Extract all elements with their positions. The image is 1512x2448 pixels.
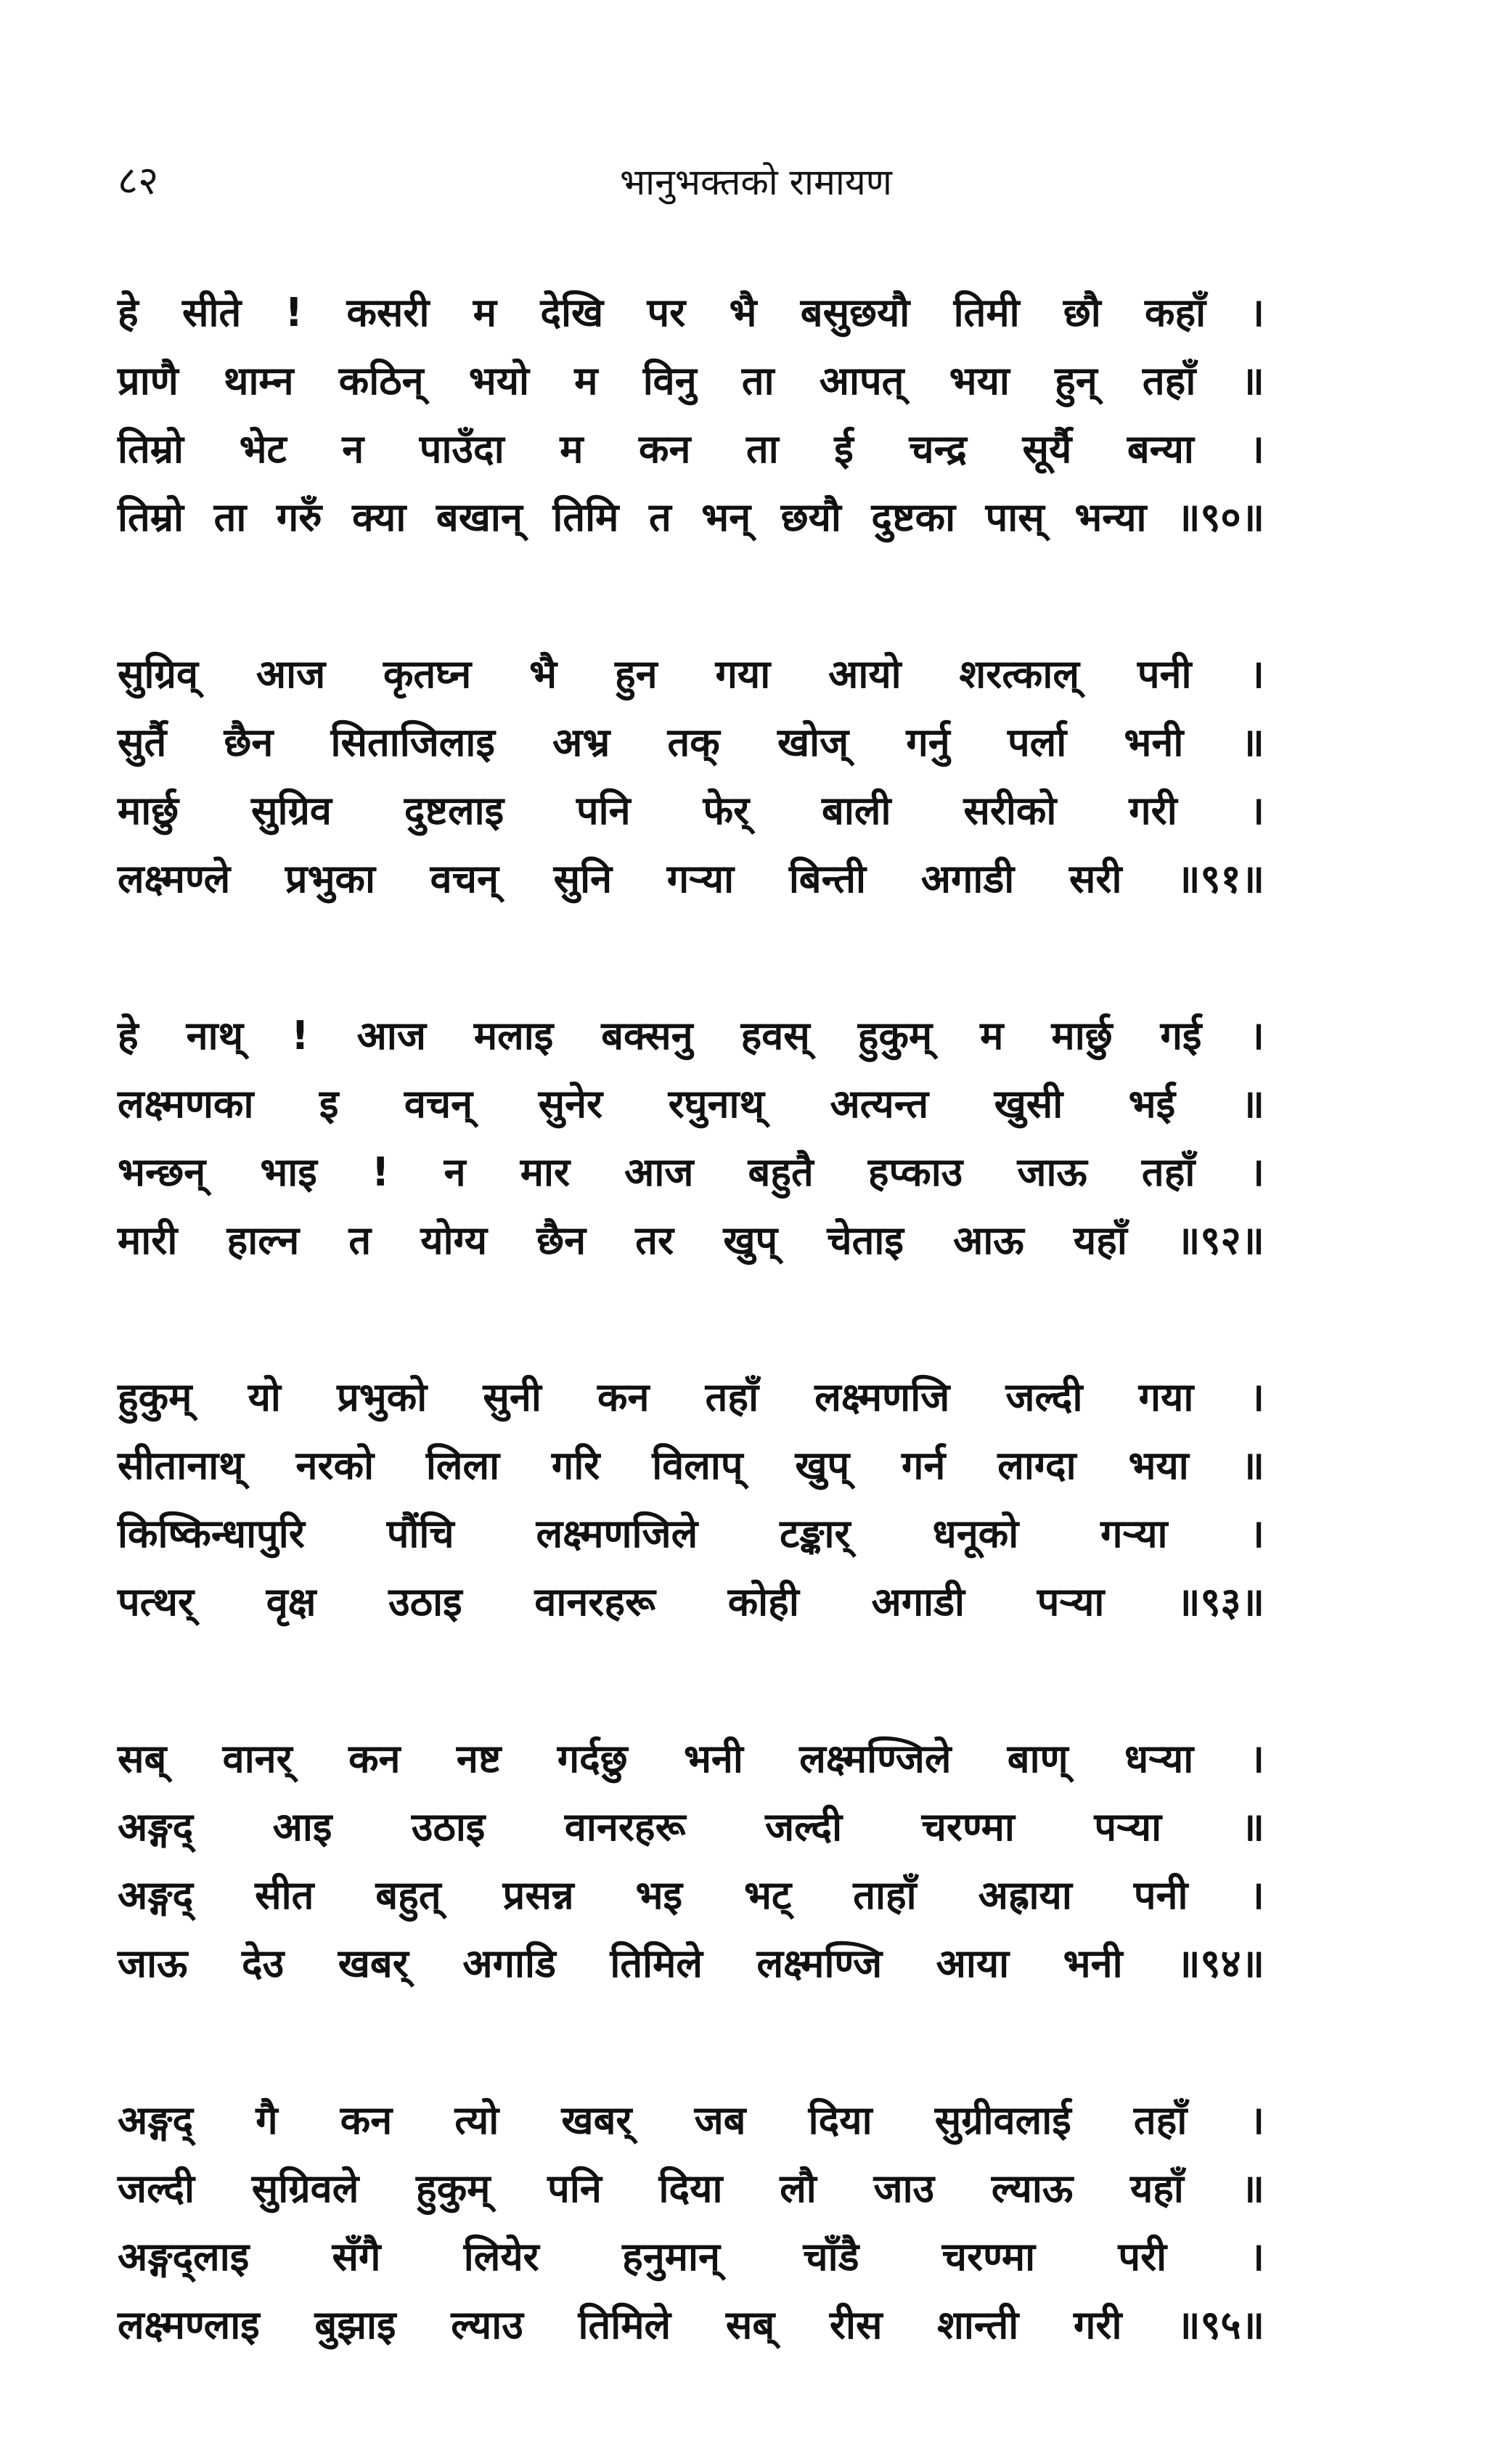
- verse-word: ।: [1249, 1511, 1264, 1556]
- verse-word: जाऊ: [118, 1941, 188, 1986]
- verse-word: प्रसन्न: [502, 1872, 574, 1918]
- verse-word: भनी: [1063, 1941, 1123, 1986]
- verse-word: बखान्: [436, 494, 523, 540]
- verse-word: भै: [729, 290, 757, 335]
- verse-word: हुन्: [1055, 358, 1098, 404]
- verse-word: यो: [248, 1374, 281, 1420]
- verse-word: भया: [1128, 1443, 1189, 1488]
- stanza: [118, 1363, 1264, 1636]
- verse-word: बुझाइ: [314, 2302, 396, 2348]
- verse-word: नष्ट: [456, 1736, 502, 1782]
- verse-word: लक्ष्मण्जि: [756, 1941, 883, 1986]
- verse-word: सुनि: [553, 856, 613, 902]
- verse-word: बसुछयौ: [800, 290, 910, 335]
- verse-word: गर्नु: [906, 719, 950, 765]
- verse-line: [118, 845, 1264, 913]
- verse-word: सीत: [255, 1872, 314, 1918]
- verse-word: लक्ष्मणजि: [814, 1374, 950, 1420]
- verse-word: दिया: [808, 2097, 873, 2143]
- verse-word: खोज्: [777, 719, 849, 765]
- verse-word: दिया: [658, 2166, 723, 2211]
- verse-word: तिमी: [953, 290, 1020, 335]
- verse-word: अगाडि: [462, 1941, 556, 1986]
- verse-word: त: [648, 494, 671, 540]
- verse-word: त: [348, 1217, 372, 1263]
- verse-word: तिमिले: [610, 1941, 703, 1986]
- verse-word: तहाँ: [1133, 2097, 1188, 2143]
- verse-word: चेताइ: [827, 1217, 904, 1263]
- verse-line: [118, 2223, 1264, 2291]
- verse-word: गरुँ: [276, 494, 322, 540]
- verse-word: ।: [1249, 788, 1264, 833]
- verse-word: सीते: [181, 290, 242, 335]
- verse-word: सुग्रिव्: [118, 651, 198, 697]
- verse-word: हे: [118, 290, 139, 335]
- verse-line: [118, 1725, 1264, 1793]
- verse-word: पास्: [985, 494, 1045, 540]
- verse-word: ताहाँ: [853, 1872, 917, 1918]
- verse-word: गया: [1138, 1374, 1194, 1420]
- verse-word: नाथ्: [186, 1013, 244, 1058]
- verse-line: [118, 709, 1264, 777]
- verse-word: ।: [1249, 2097, 1264, 2143]
- verse-word: भई: [1128, 1081, 1176, 1127]
- verse-word: तिम्रो: [118, 494, 184, 540]
- verse-word: जल्दी: [118, 2166, 195, 2211]
- verse-word: यहाँ: [1129, 2166, 1184, 2211]
- verse-line: [118, 1861, 1264, 1930]
- verse-word: सब्: [725, 2302, 775, 2348]
- verse-word: मारी: [118, 1217, 178, 1263]
- verse-word: धऱ्या: [1124, 1736, 1194, 1782]
- verse-line: [118, 1070, 1264, 1138]
- verse-word: चाँडै: [803, 2234, 859, 2280]
- verse-word: पनी: [1137, 651, 1192, 697]
- verse-word: ।: [1249, 651, 1264, 697]
- verse-word: !: [371, 1149, 390, 1195]
- verse-word: सुग्रीवलाई: [934, 2097, 1071, 2143]
- verse-word: खुप्: [723, 1217, 778, 1263]
- verse-word: !: [285, 290, 303, 335]
- verse-word: गै: [256, 2097, 278, 2143]
- verse-word: तहाँ: [705, 1374, 759, 1420]
- verse-word: लक्ष्मणका: [118, 1081, 254, 1127]
- verse-word: ॥९१॥: [1177, 856, 1264, 902]
- verse-word: पर्ला: [1007, 719, 1067, 765]
- verse-word: पऱ्या: [1094, 1804, 1162, 1850]
- verse-word: ई: [834, 426, 854, 472]
- verse-line: [118, 347, 1264, 415]
- verse-word: अभ्र: [552, 719, 610, 765]
- verse-word: फेर्: [703, 788, 750, 833]
- verse-word: ॥९०॥: [1177, 494, 1264, 540]
- verse-line: [118, 1207, 1264, 1275]
- verse-word: आइ: [272, 1804, 332, 1850]
- verse-word: ॥: [1241, 719, 1264, 765]
- verse-word: बाण्: [1007, 1736, 1068, 1782]
- verse-word: लक्ष्मण्जिले: [799, 1736, 952, 1782]
- verse-word: हप्काउ: [867, 1149, 963, 1195]
- verse-word: सिताजिलाइ: [330, 719, 495, 765]
- verse-line: [118, 279, 1264, 347]
- verse-word: तिमि: [552, 494, 619, 540]
- verse-word: तिम्रो: [118, 426, 184, 472]
- verse-word: विलाप्: [652, 1443, 743, 1488]
- verse-word: योग्य: [420, 1217, 488, 1263]
- verse-word: मार: [520, 1149, 571, 1195]
- verse-word: ॥: [1241, 358, 1264, 404]
- verse-word: सुग्रिव: [250, 788, 332, 833]
- verse-word: कठिन्: [338, 358, 424, 404]
- verse-line: [118, 640, 1264, 709]
- verse-word: पऱ्या: [1037, 1579, 1105, 1625]
- verse-word: कोही: [727, 1579, 799, 1625]
- verse-word: आयो: [828, 651, 902, 697]
- verse-line: [118, 2155, 1264, 2223]
- verse-word: भाइ: [260, 1149, 317, 1195]
- verse-word: जल्दी: [765, 1804, 843, 1850]
- verse-word: पाउँदा: [419, 426, 504, 472]
- verse-word: मार्छु: [118, 788, 179, 833]
- verse-word: वृक्ष: [266, 1579, 316, 1625]
- verse-word: अङ्गद्लाइ: [118, 2234, 250, 2280]
- verse-word: छैन: [536, 1217, 587, 1263]
- verse-word: ता: [213, 494, 247, 540]
- verse-word: सुनेर: [538, 1081, 603, 1127]
- verse-word: हे: [118, 1013, 139, 1058]
- verse-word: ॥९५॥: [1177, 2302, 1264, 2348]
- verse-word: भयो: [468, 358, 530, 404]
- verse-word: ।: [1249, 1736, 1264, 1782]
- verse-word: अङ्गद्: [118, 1804, 194, 1850]
- verse-word: दुष्टलाइ: [404, 788, 504, 833]
- verse-word: पनि: [547, 2166, 602, 2211]
- verse-word: भन्या: [1074, 494, 1147, 540]
- verse-word: आज: [256, 651, 326, 697]
- verse-word: ल्याउ: [451, 2302, 523, 2348]
- verse-word: उठाइ: [388, 1579, 462, 1625]
- verse-word: त्यो: [454, 2097, 499, 2143]
- verse-word: खबर्: [338, 1941, 409, 1986]
- verse-word: हाल्न: [226, 1217, 300, 1263]
- verse-word: गरि: [551, 1443, 600, 1488]
- verse-word: प्राणै: [118, 358, 179, 404]
- verse-line: [118, 2291, 1264, 2359]
- verse-word: ॥: [1241, 1443, 1264, 1488]
- verse-word: लौ: [780, 2166, 817, 2211]
- verse-word: ।: [1249, 290, 1264, 335]
- verse-word: आपत्: [819, 358, 904, 404]
- verse-word: म: [560, 426, 584, 472]
- verse-word: दुष्टका: [871, 494, 956, 540]
- verse-word: म: [980, 1013, 1004, 1058]
- verse-word: शरत्काल्: [959, 651, 1079, 697]
- verse-word: अगाडी: [871, 1579, 965, 1625]
- verse-word: रीस: [829, 2302, 883, 2348]
- verse-word: लक्ष्मण्ले: [118, 856, 231, 902]
- verse-word: गऱ्या: [666, 856, 735, 902]
- verse-word: चन्द्र: [909, 426, 967, 472]
- verse-word: उठाइ: [411, 1804, 486, 1850]
- verse-word: लिला: [425, 1443, 500, 1488]
- verse-line: [118, 1138, 1264, 1207]
- verse-line: [118, 2086, 1264, 2155]
- verse-word: बिन्ती: [788, 856, 867, 902]
- verse-word: अगाडी: [920, 856, 1015, 902]
- verse-word: आज: [624, 1149, 694, 1195]
- verse-word: ता: [741, 358, 775, 404]
- verse-line: [118, 1568, 1264, 1636]
- verse-word: चरण्मा: [921, 1804, 1015, 1850]
- verse-word: हवस्: [740, 1013, 810, 1058]
- verse-word: कृतघ्न: [383, 651, 472, 697]
- verse-word: गर्न: [902, 1443, 946, 1488]
- verse-word: लक्ष्मणजिले: [536, 1511, 698, 1556]
- verse-word: विनु: [642, 358, 697, 404]
- verse-word: अत्यन्त: [830, 1081, 929, 1127]
- verse-word: हुकुम्: [118, 1374, 192, 1420]
- verse-word: छैन: [224, 719, 274, 765]
- verse-line: [118, 1930, 1264, 1998]
- verse-word: नरको: [295, 1443, 375, 1488]
- verse-word: इ: [319, 1081, 339, 1127]
- verse-word: देउ: [241, 1941, 285, 1986]
- verse-word: वचन्: [404, 1081, 473, 1127]
- verse-word: सरी: [1068, 856, 1122, 902]
- verse-word: वानर्: [222, 1736, 293, 1782]
- verse-word: लियेर: [463, 2234, 539, 2280]
- verse-word: भनी: [683, 1736, 743, 1782]
- verse-word: गरी: [1129, 788, 1177, 833]
- verse-word: जाऊ: [1017, 1149, 1087, 1195]
- verse-word: तहाँ: [1141, 1149, 1196, 1195]
- verse-word: न: [342, 426, 364, 472]
- verse-word: सूर्यै: [1022, 426, 1072, 472]
- verse-word: हुकुम्: [416, 2166, 491, 2211]
- verse-word: छयौ: [780, 494, 841, 540]
- verse-word: शान्ती: [937, 2302, 1019, 2348]
- verse-line: [118, 1432, 1264, 1500]
- verse-word: खुसी: [994, 1081, 1063, 1127]
- verse-word: गरी: [1073, 2302, 1122, 2348]
- verse-word: भया: [949, 358, 1010, 404]
- verse-word: आज: [356, 1013, 426, 1058]
- verse-word: प्रभुका: [285, 856, 376, 902]
- verse-word: ॥: [1241, 1081, 1264, 1127]
- verse-word: ।: [1249, 1149, 1264, 1195]
- verse-word: मार्छु: [1051, 1013, 1113, 1058]
- verse-word: गर्दछु: [557, 1736, 628, 1782]
- stanza: [118, 640, 1264, 913]
- verse-word: सुनी: [483, 1374, 542, 1420]
- verse-word: यहाँ: [1073, 1217, 1127, 1263]
- verse-word: भन्: [701, 494, 751, 540]
- verse-word: कन: [348, 1736, 401, 1782]
- verse-word: ।: [1249, 1013, 1264, 1058]
- verse-word: म: [574, 358, 598, 404]
- verse-word: ॥: [1241, 2166, 1264, 2211]
- verse-word: गऱ्या: [1100, 1511, 1168, 1556]
- verse-word: बन्या: [1127, 426, 1194, 472]
- verse-word: जाउ: [873, 2166, 935, 2211]
- verse-word: थाम्न: [223, 358, 294, 404]
- verse-word: क्या: [352, 494, 406, 540]
- verse-word: भट्: [744, 1872, 792, 1918]
- verse-word: किष्किन्धापुरि: [118, 1511, 305, 1556]
- verse-word: हनुमान्: [622, 2234, 720, 2280]
- verse-word: भइ: [635, 1872, 683, 1918]
- verse-word: तिमिले: [578, 2302, 671, 2348]
- verse-word: आया: [936, 1941, 1010, 1986]
- verse-word: ॥: [1241, 1804, 1264, 1850]
- verse-word: वानरहरू: [564, 1804, 686, 1850]
- verse-word: सब्: [118, 1736, 167, 1782]
- verse-word: !: [291, 1013, 309, 1058]
- verse-word: बहुत्: [375, 1872, 441, 1918]
- verse-word: हुन: [614, 651, 658, 697]
- verse-word: पर: [647, 290, 686, 335]
- verse-word: कन: [639, 426, 691, 472]
- verse-word: हुकुम्: [857, 1013, 933, 1058]
- verse-word: भेट: [239, 426, 287, 472]
- verse-word: कहाँ: [1145, 290, 1206, 335]
- verse-word: भनी: [1124, 719, 1184, 765]
- stanza: [118, 1725, 1264, 1998]
- verse-word: बहुतै: [748, 1149, 814, 1195]
- verse-word: आऊ: [953, 1217, 1024, 1263]
- verse-word: अङ्गद्: [118, 1872, 194, 1918]
- verse-word: धनूको: [932, 1511, 1019, 1556]
- verse-word: भन्छन्: [118, 1149, 206, 1195]
- verse-word: ॥९२॥: [1177, 1217, 1264, 1263]
- verse-word: ल्याऊ: [991, 2166, 1074, 2211]
- verse-word: वानरहरू: [534, 1579, 656, 1625]
- verse-word: प्रभुको: [337, 1374, 428, 1420]
- verse-line: [118, 415, 1264, 484]
- verse-body: [118, 279, 1264, 2448]
- verse-word: पनी: [1133, 1872, 1188, 1918]
- verse-word: जल्दी: [1005, 1374, 1083, 1420]
- verse-word: जब: [694, 2097, 746, 2143]
- verse-word: कन: [340, 2097, 393, 2143]
- verse-word: अङ्गद्: [118, 2097, 194, 2143]
- verse-word: सुर्तै: [118, 719, 167, 765]
- verse-word: छौ: [1063, 290, 1101, 335]
- verse-word: मलाइ: [473, 1013, 554, 1058]
- verse-word: देखि: [540, 290, 604, 335]
- verse-word: लक्ष्मण्लाइ: [118, 2302, 260, 2348]
- verse-word: कन: [597, 1374, 650, 1420]
- verse-word: खबर्: [561, 2097, 632, 2143]
- verse-word: पत्थर्: [118, 1579, 195, 1625]
- verse-line: [118, 1500, 1264, 1568]
- verse-word: ।: [1249, 1872, 1264, 1918]
- stanza: [118, 1002, 1264, 1275]
- verse-word: म: [473, 290, 497, 335]
- stanza: [118, 2086, 1264, 2359]
- verse-word: ।: [1249, 2234, 1264, 2280]
- page-number: ८२: [118, 158, 159, 203]
- verse-line: [118, 777, 1264, 845]
- verse-word: सरीको: [963, 788, 1057, 833]
- verse-line: [118, 484, 1264, 552]
- verse-word: ।: [1249, 426, 1264, 472]
- verse-word: सँगै: [332, 2234, 381, 2280]
- verse-word: लाग्दा: [997, 1443, 1076, 1488]
- verse-word: गई: [1160, 1013, 1202, 1058]
- verse-word: तक्: [667, 719, 720, 765]
- verse-word: खुप्: [795, 1443, 850, 1488]
- running-title: भानुभक्तको रामायण: [620, 161, 892, 203]
- verse-word: कसरी: [346, 290, 430, 335]
- verse-word: सीतानाथ्: [118, 1443, 244, 1488]
- verse-word: चरण्मा: [941, 2234, 1036, 2280]
- verse-word: बाली: [822, 788, 891, 833]
- verse-line: [118, 1363, 1264, 1432]
- verse-line: [118, 1002, 1264, 1070]
- verse-word: रघुनाथ्: [668, 1081, 765, 1127]
- verse-word: वचन्: [430, 856, 499, 902]
- verse-word: भै: [529, 651, 557, 697]
- verse-word: पनि: [576, 788, 631, 833]
- verse-word: टङ्कार्: [780, 1511, 851, 1556]
- verse-word: सुग्रिवले: [251, 2166, 359, 2211]
- verse-word: ता: [745, 426, 779, 472]
- verse-line: [118, 1793, 1264, 1861]
- verse-word: परी: [1118, 2234, 1167, 2280]
- verse-word: न: [444, 1149, 466, 1195]
- verse-word: पौंचि: [386, 1511, 454, 1556]
- verse-word: गया: [715, 651, 771, 697]
- verse-word: ॥९३॥: [1177, 1579, 1264, 1625]
- stanza: [118, 279, 1264, 552]
- verse-word: ।: [1249, 1374, 1264, 1420]
- verse-word: बक्सनु: [601, 1013, 693, 1058]
- verse-word: तहाँ: [1142, 358, 1196, 404]
- verse-word: ॥९४॥: [1177, 1941, 1264, 1986]
- verse-word: तर: [635, 1217, 674, 1263]
- verse-word: अह्राया: [978, 1872, 1072, 1918]
